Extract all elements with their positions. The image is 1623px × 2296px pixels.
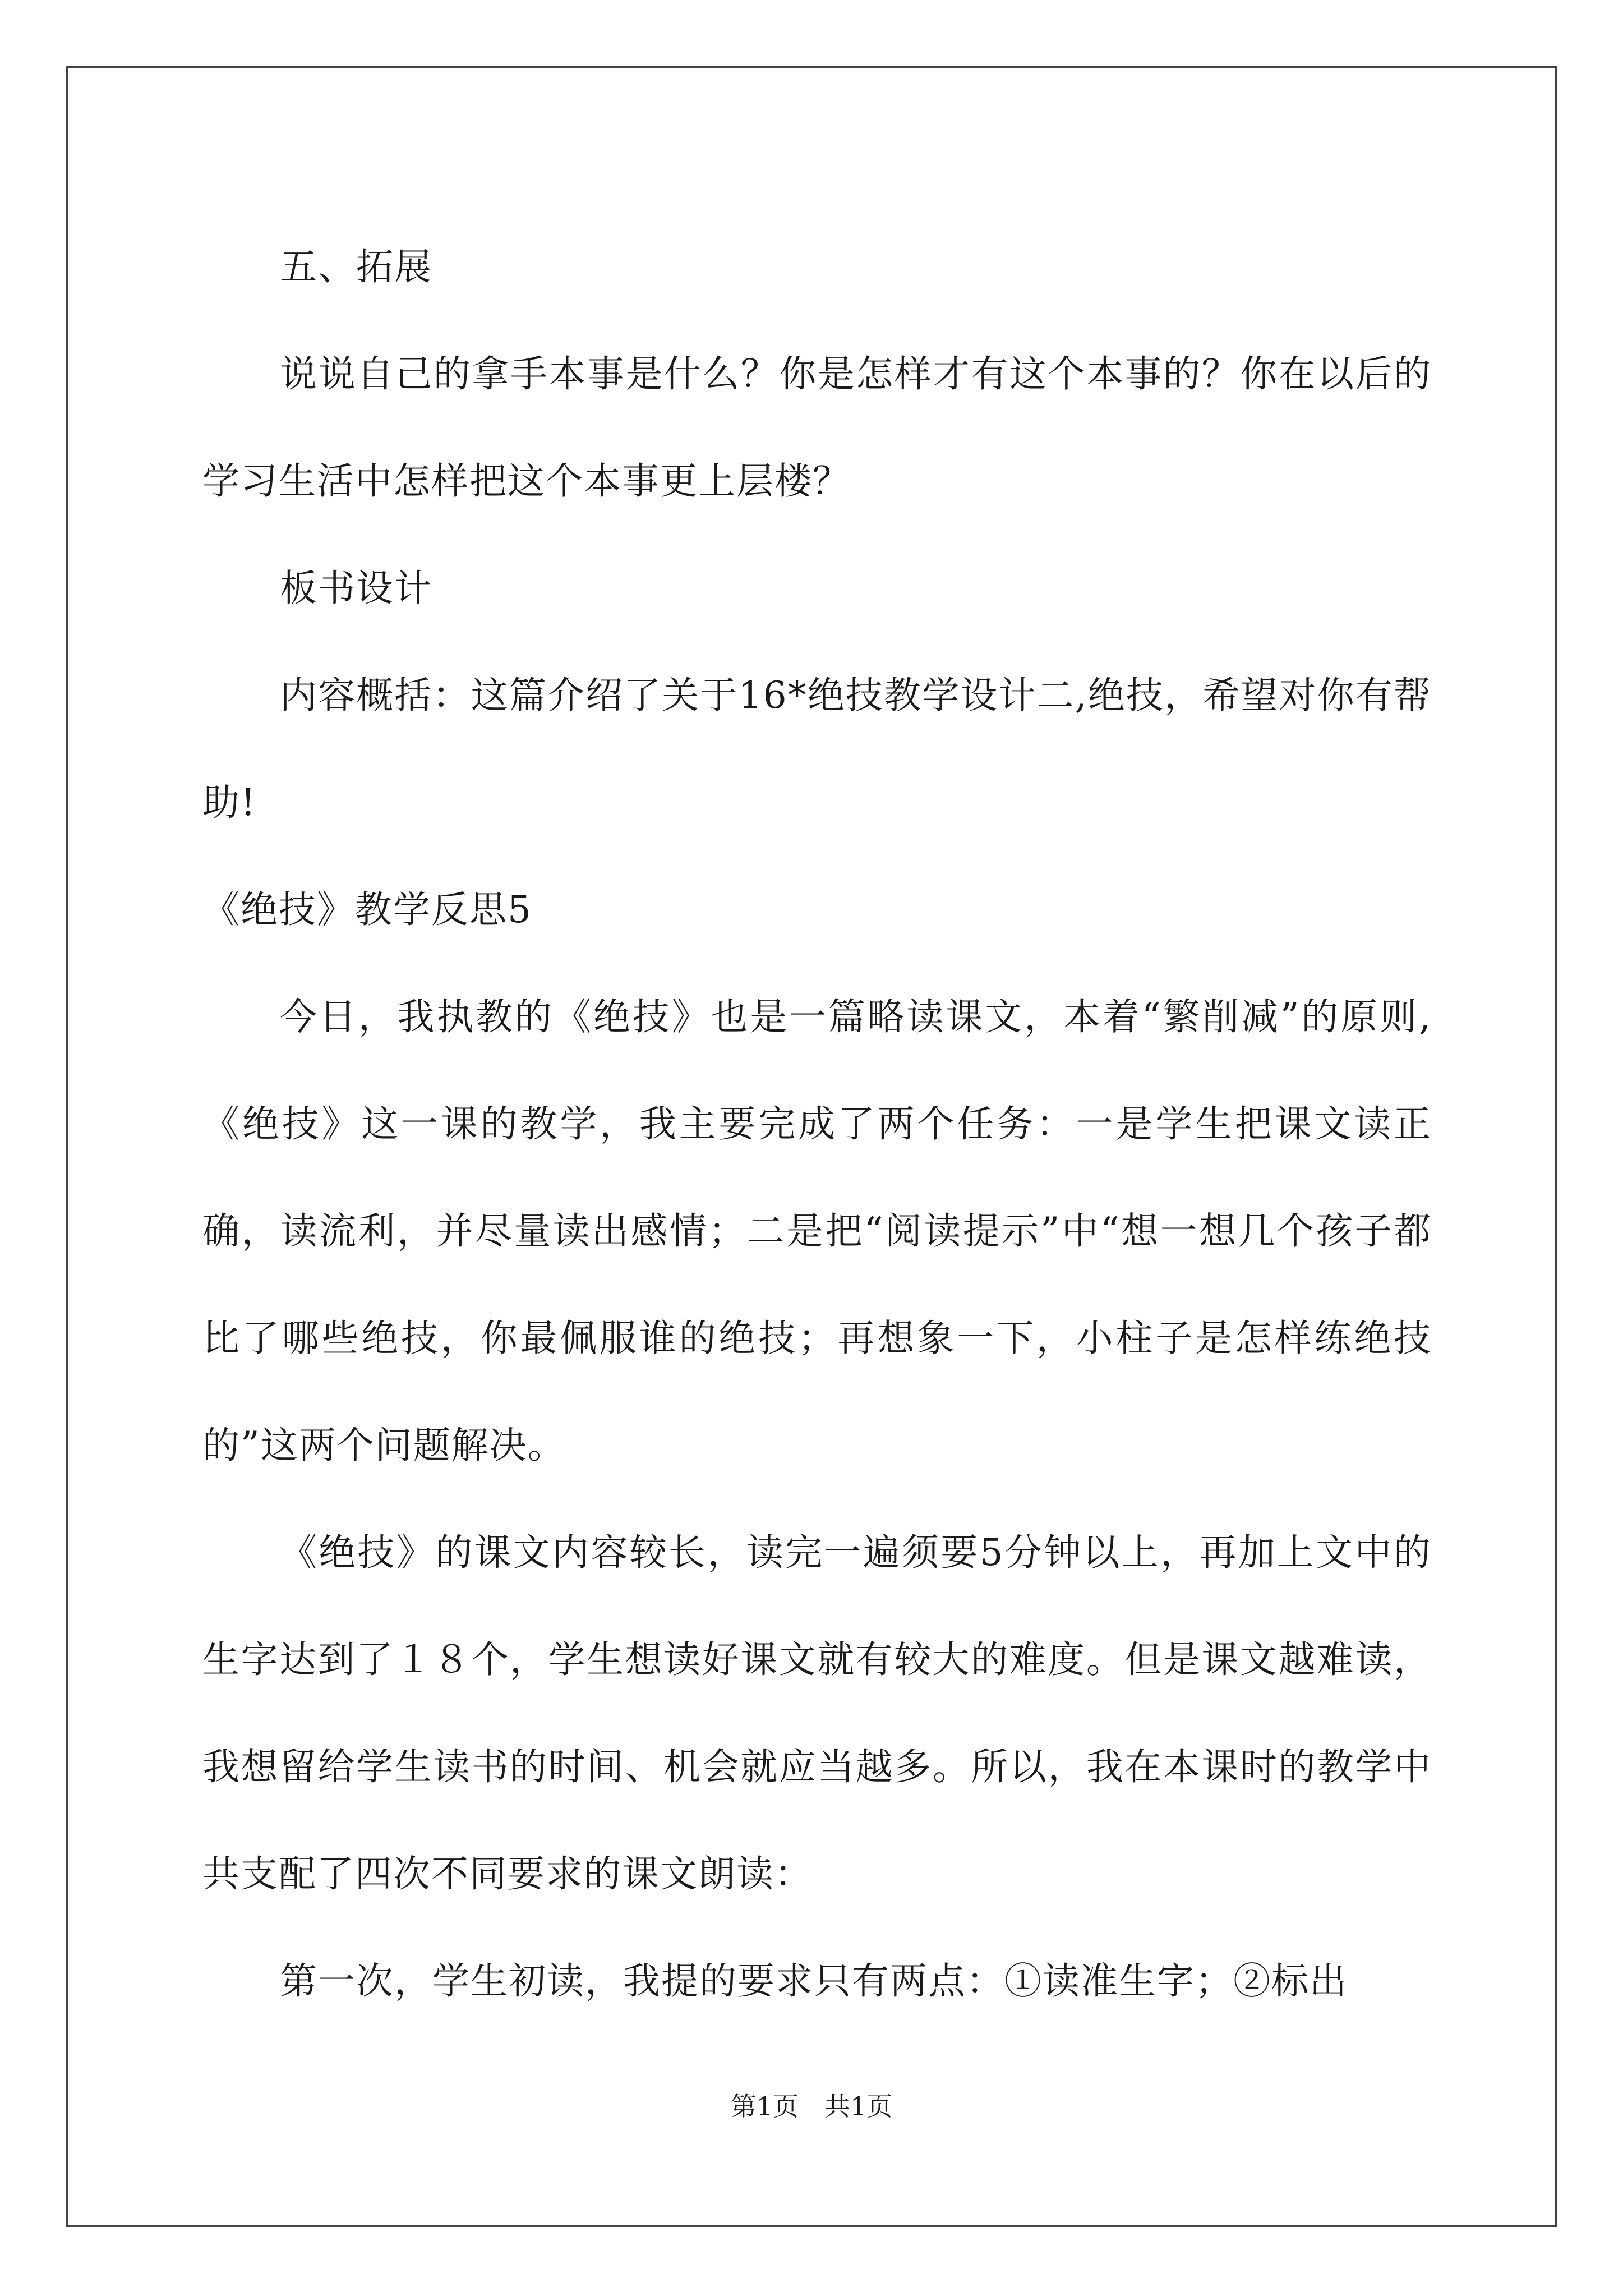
paragraph-content-summary: 内容概括：这篇介绍了关于16*绝技教学设计二,绝技，希望对你有帮助! <box>202 674 1432 824</box>
paragraph-first-reading: 第一次，学生初读，我提的要求只有两点：①读准生字；②标出 <box>280 1959 1348 2003</box>
paragraph-reflection-intro: 今日，我执教的《绝技》也是一篇略读课文，本着“繁削减”的原则,《绝技》这一课的教学，我主要完成了两个任务：一是学生把课文读正确，读流利，并尽量读出感情；二是把“阅读提示”中“想一想几个孩子都比了哪些绝技，你最佩服谁的绝技；再想象一下，小柱子是怎样练绝技的”这两个问题解决。 <box>202 995 1432 1467</box>
section-heading-blackboard-design: 板书设计 <box>280 567 432 610</box>
page-footer: 第1页 共1页 <box>730 2091 893 2122</box>
section-heading-extension: 五、拓展 <box>280 245 432 288</box>
document-body <box>202 213 1432 2035</box>
section-title-reflection: 《绝技》教学反思5 <box>202 888 532 931</box>
paragraph-extension-question: 说说自己的拿手本事是什么？你是怎样才有这个本事的？你在以后的学习生活中怎样把这个本事更上层楼？ <box>202 352 1432 503</box>
paragraph-reflection-reading: 《绝技》的课文内容较长，读完一遍须要5分钟以上，再加上文中的生字达到了１８个，学生想读好课文就有较大的难度。但是课文越难读，我想留给学生读书的时间、机会就应当越多。所以，我在本课时的教学中共支配了四次不同要求的课文朗读： <box>202 1531 1432 1895</box>
